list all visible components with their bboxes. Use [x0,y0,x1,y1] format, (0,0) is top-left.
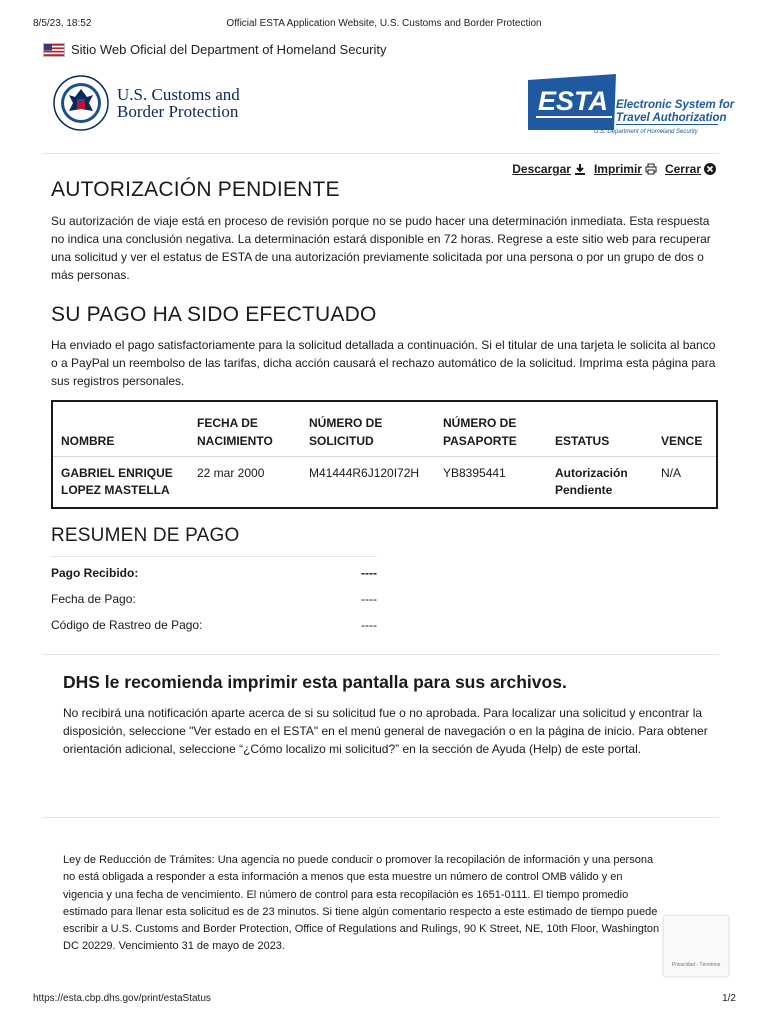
print-link[interactable] [594,162,657,176]
summary-label: Código de Rastreo de Pago: [51,618,203,632]
close-label: Cerrar [664,162,701,176]
summary-row-date [51,592,377,606]
close-link[interactable] [665,162,716,176]
esta-logo-line2: Travel Authorization [616,112,727,124]
print-url: https://esta.cbp.dhs.gov/print/estaStatus [33,993,211,1004]
printer-icon [645,163,657,175]
summary-title: RESUMEN DE PAGO [51,525,240,546]
esta-logo[interactable] [526,72,735,143]
print-label: Imprimir [593,162,642,176]
summary-label: Pago Recibido: [51,566,139,580]
recaptcha-badge[interactable] [664,916,728,976]
official-banner [43,42,387,57]
col-passport: NÚMERO DE PASAPORTE [443,416,517,448]
col-status: ESTATUS [555,434,610,448]
summary-label: Fecha de Pago: [51,592,136,606]
col-name: NOMBRE [61,434,115,448]
recommend-text: No recibirá una notificación aparte acerca de si su solicitud fue o no aprobada. Para localizar una solicitud y encontrar la disposición, seleccione "Ver estado en el ESTA" en el menú general de navegación o en la página de inicio. Para obtener orientación adicional, seleccione “¿Cómo localizo mi solicitud?” en la sección de Ayuda (Help) de este portal. [63,706,708,756]
cell-passport-number: YB8395441 [443,466,506,480]
cell-status: Autorización Pendiente [555,466,628,497]
col-dob: FECHA DE NACIMIENTO [197,416,273,448]
col-expires: VENCE [661,434,703,448]
cell-expires: N/A [661,466,682,480]
print-title: Official ESTA Application Website, U.S. Customs and Border Protection [226,18,542,29]
print-date: 8/5/23, 18:52 [33,18,92,29]
cbp-logo-line1: U.S. Customs and [117,85,240,104]
paperwork-notice: Ley de Reducción de Trámites: Una agencia no puede conducir o promover la recopilación de información y una persona no está obligada a responder a esta información a menos que esta muestre un número de control OMB válido y en vigencia y una fecha de vencimiento. El número de control para esta recopilación es 1651-0111. El tiempo promedio estimado para llenar esta solicitud es de 23 minutos. Si tiene algún comentario respecto a este estimado de tiempo puede escribir a U.S. Customs and Border Protection, Office of Regulations and Rulings, 90 K Street, NE, 10th Floor, Washington DC 20229. Vencimiento 31 de mayo de 2023. [63,854,660,953]
section-divider [43,654,719,655]
esta-logo-line1: Electronic System for [616,99,735,111]
recaptcha-links[interactable]: Privacidad - Términos [671,962,721,968]
close-circle-icon [704,163,716,175]
summary-value: ---- [361,618,377,632]
esta-logo-line3: U.S. Department of Homeland Security [594,129,698,135]
application-table [51,400,718,509]
payment-title: SU PAGO HA SIDO EFECTUADO [51,303,377,326]
cell-application-number: M41444R6J120I72H [309,466,420,480]
cell-dob: 22 mar 2000 [197,466,265,480]
download-link[interactable] [512,162,586,176]
cell-name: GABRIEL ENRIQUE LOPEZ MASTELLA [61,466,173,497]
summary-row-received [51,566,377,580]
cbp-logo[interactable] [53,75,240,131]
summary-value: ---- [361,592,377,606]
page-actions [512,162,716,176]
col-application: NÚMERO DE SOLICITUD [309,416,383,448]
header-divider [43,153,719,154]
esta-wordmark: ESTA [538,86,609,116]
pending-title: AUTORIZACIÓN PENDIENTE [51,178,340,201]
cbp-logo-line2: Border Protection [117,102,239,121]
summary-value: ---- [361,566,377,580]
us-flag-icon [43,43,65,57]
payment-text: Ha enviado el pago satisfactoriamente para la solicitud detallada a continuación. Si el titular de una tarjeta le solicita al banco o a PayPal un reembolso de las tarifas, dicha acción causará el rechazo automático de la solicitud. Imprima esta página para sus registros personales. [51,338,716,388]
footer-divider [43,817,719,818]
summary-divider [51,556,377,557]
download-label: Descargar [512,162,571,176]
table-row [52,457,717,509]
page-number: 1/2 [722,993,736,1004]
banner-text: Sitio Web Oficial del Department of Homeland Security [71,42,387,57]
recommend-title: DHS le recomienda imprimir esta pantalla para sus archivos. [63,672,567,692]
download-icon [574,163,586,175]
summary-row-tracking [51,618,377,632]
pending-text: Su autorización de viaje está en proceso de revisión porque no se pudo hacer una determinación inmediata. Esta respuesta no indica una conclusión negativa. La determinación estará disponible en 72 horas. Regrese a este sitio web para recuperar una solicitud y ver el estatus de ESTA de una autorización previamente solicitada por una persona o por un grupo de dos o más personas. [51,214,711,282]
dhs-seal-icon [53,75,109,131]
table-header-row [52,401,717,457]
